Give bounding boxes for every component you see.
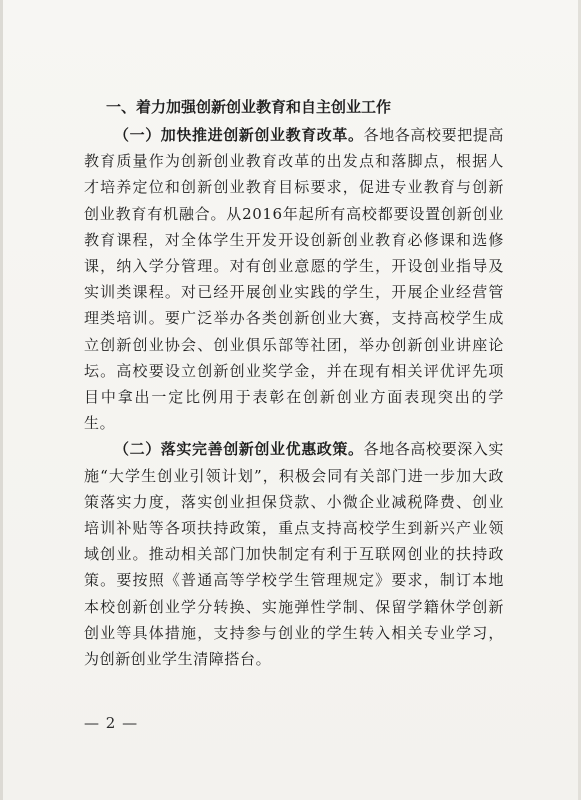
paragraph-2 — [84, 436, 504, 672]
paragraph-2-body: 各地各高校要深入实施“大学生创业引领计划”，积极会同有关部门进一步加大政策落实力度，落实创业担保贷款、小微企业减税降费、创业培训补贴等各项扶持政策，重点支持高校学生到新兴产业领域创业。推动相关部门加快制定有利于互联网创业的扶持政策。要按照《普通高等学校学生管理规定》要求，制订本地本校创新创业学分转换、实施弹性学制、保留学籍休学创新创业等具体措施，支持参与创业的学生转入相关专业学习，为创新创业学生清障搭台。 — [84, 440, 505, 669]
page-number: — 2 — — [84, 714, 139, 732]
paragraph-1-body: 各地各高校要把提高教育质量作为创新创业教育改革的出发点和落脚点，根据人才培养定位和创新创业教育目标要求，促进专业教育与创新创业教育有机融合。从2016年起所有高校都要设置创新创业教育课程，对全体学生开发开设创新创业教育必修课和选修课，纳入学分管理。对有创业意愿的学生，开设创业指导及实训类课程。对已经开展创业实践的学生，开展企业经营管理类培训。要广泛举办各类创新创业大赛，支持高校学生成立创新创业协会、创业俱乐部等社团，举办创新创业讲座论坛。高校要设立创新创业奖学金，并在现有相关评优评先项目中拿出一定比例用于表彰在创新创业方面表现突出的学生。 — [84, 126, 505, 433]
paragraph-1-lead: （一）加快推进创新创业教育改革。 — [114, 126, 364, 144]
paragraph-2-lead: （二）落实完善创新创业优惠政策。 — [114, 440, 364, 459]
section-heading: 一、着力加强创新创业教育和自主创业工作 — [106, 98, 392, 116]
scan-edge — [0, 0, 3, 800]
document-body — [84, 96, 504, 672]
paragraph-1 — [84, 122, 504, 436]
